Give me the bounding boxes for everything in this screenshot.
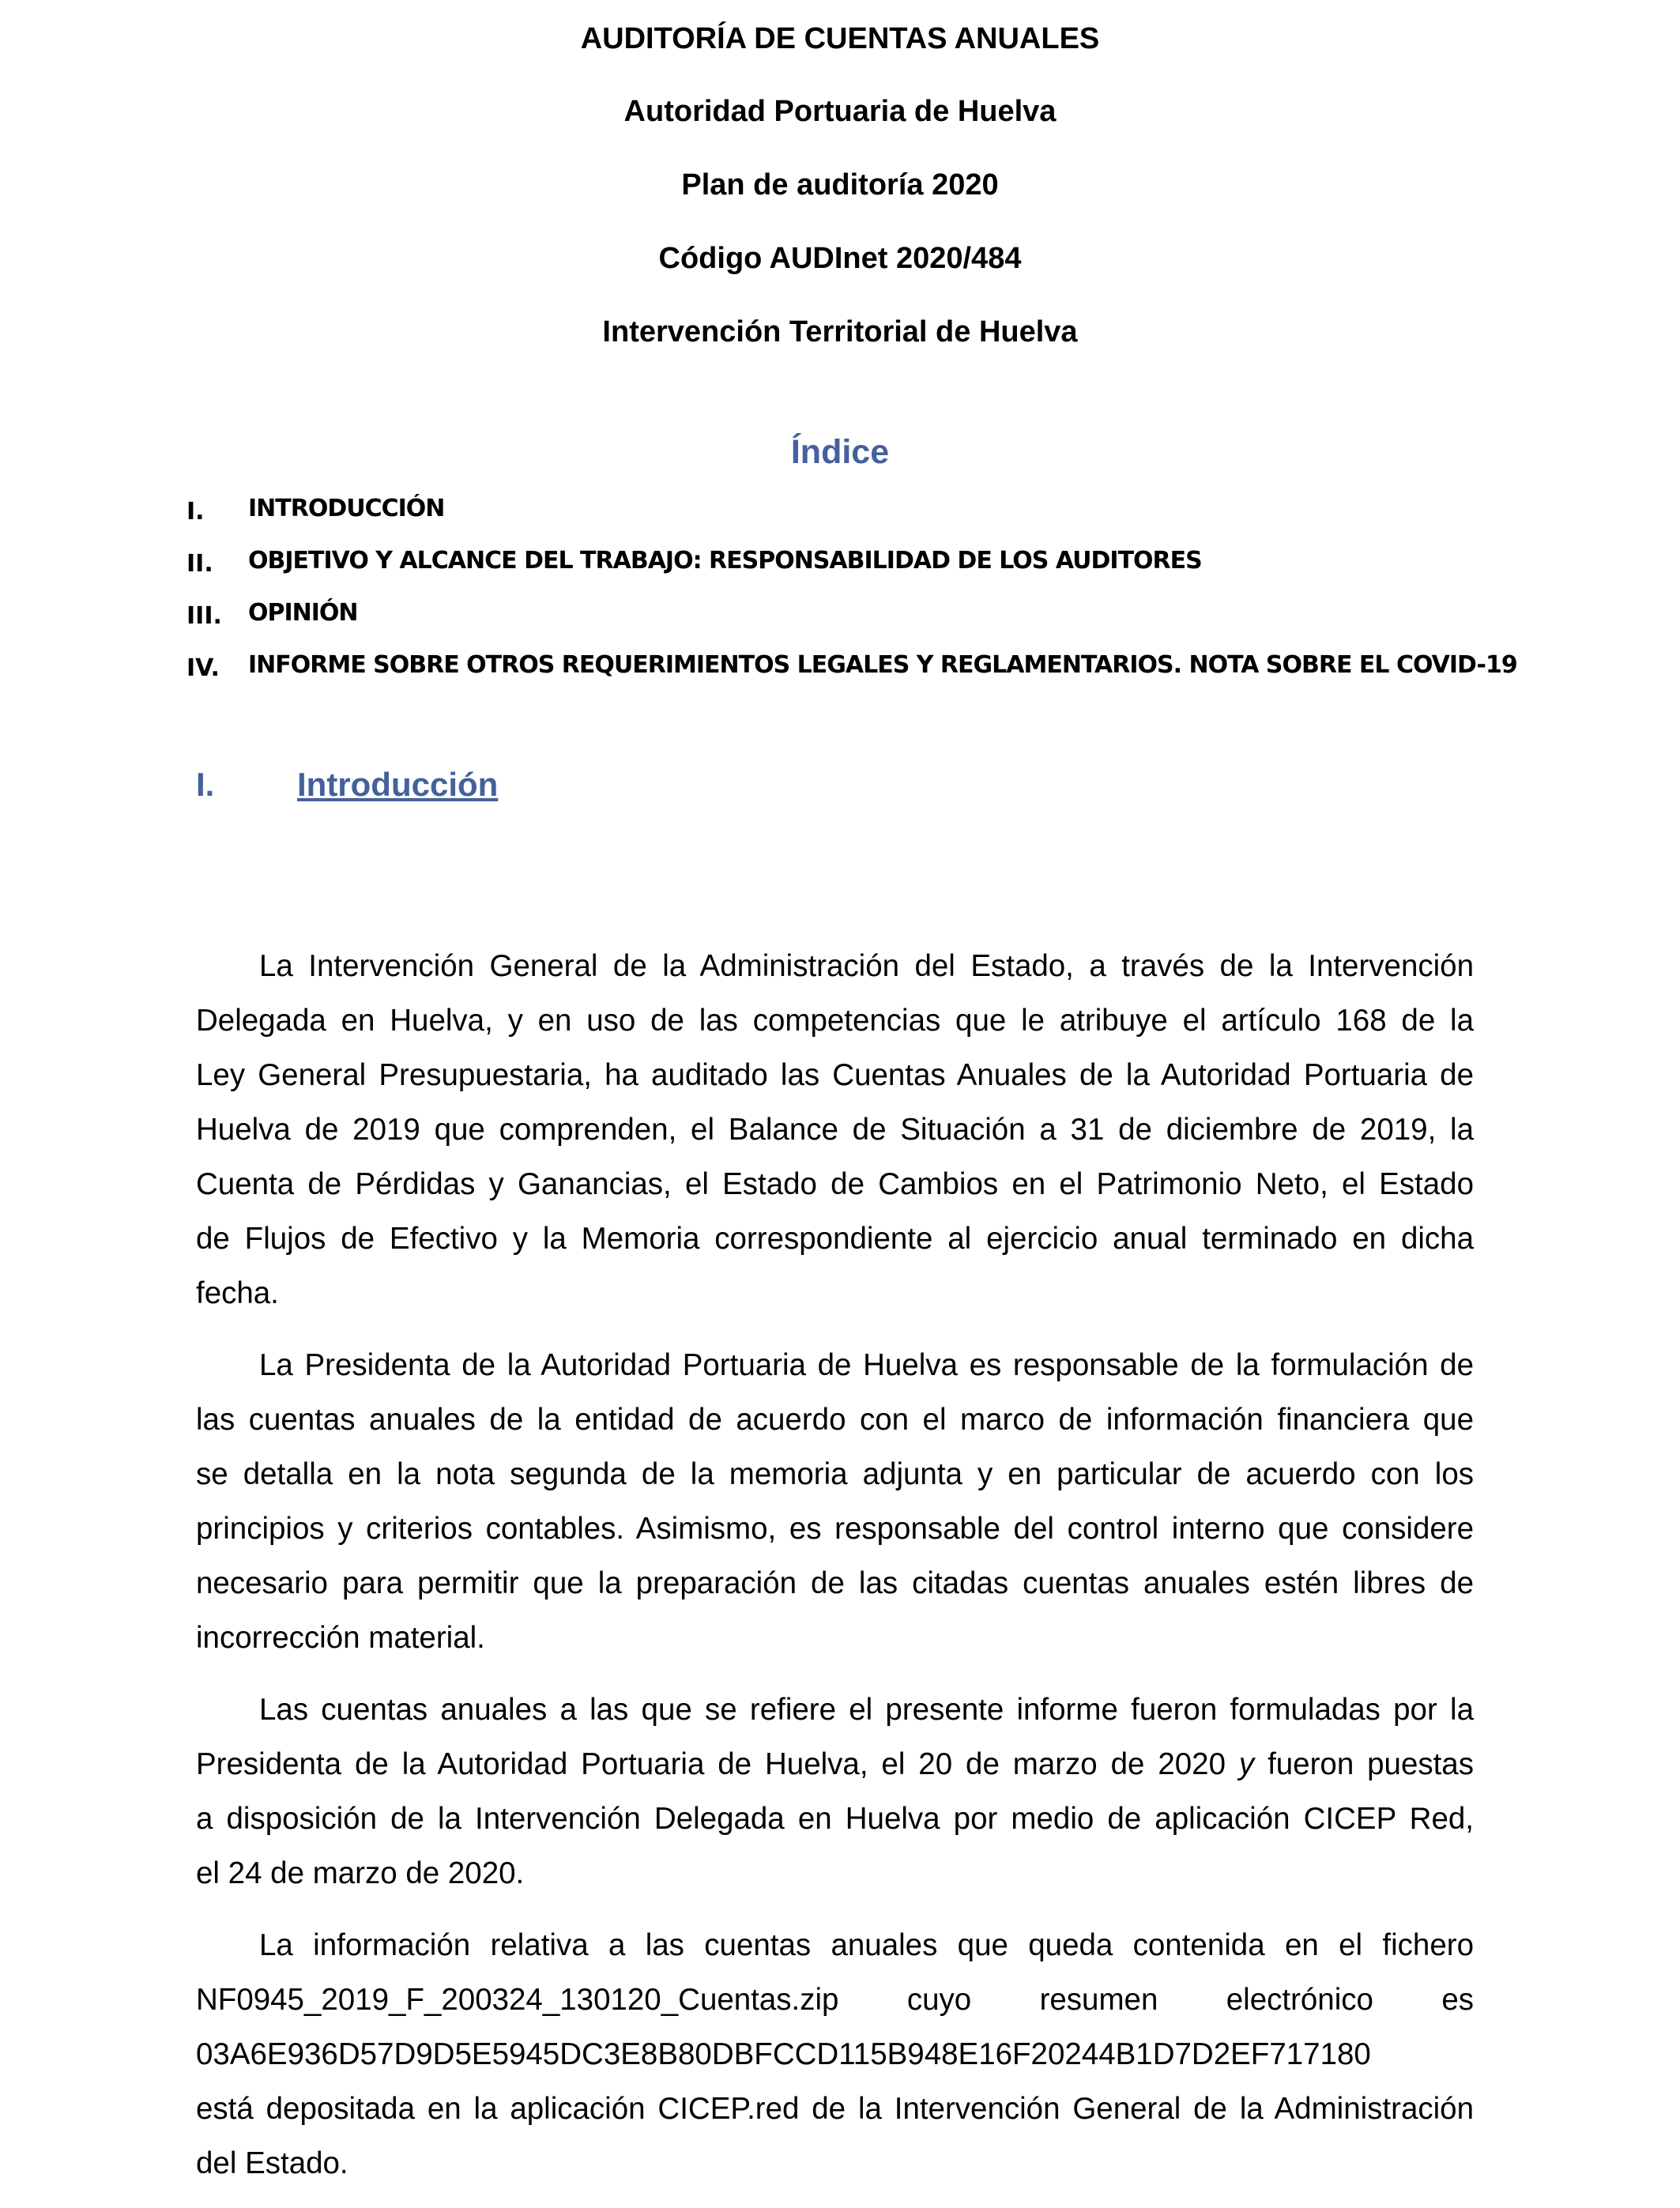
text-line: Delegada en Huelva, y en uso de las competencias que le atribuye el artículo 168 de la (196, 1004, 1474, 1038)
text-line: a disposición de la Intervención Delegada en Huelva por medio de aplicación CICEP Red, (196, 1802, 1474, 1836)
italic-conjunction: y (1238, 1747, 1255, 1781)
audit-plan: Plan de auditoría 2020 (681, 168, 999, 202)
toc-number: I. (186, 498, 205, 526)
toc-item-introduccion[interactable] (186, 490, 1482, 542)
text-line: las cuentas anuales de la entidad de acuerdo con el marco de información financiera que (196, 1403, 1474, 1437)
paragraph-4 (196, 1918, 1474, 2191)
document-body (196, 939, 1474, 2208)
toc-label: INTRODUCCIÓN (248, 495, 445, 522)
section-number: I. (196, 766, 215, 803)
text-line (196, 1737, 1474, 1792)
text-line: de Flujos de Efectivo y la Memoria correspondiente al ejercicio anual terminado en dicha (196, 1222, 1474, 1256)
audinet-code: Código AUDInet 2020/484 (658, 242, 1022, 275)
text-line: principios y criterios contables. Asimismo, es responsable del control interno que considere (196, 1512, 1474, 1546)
text-word: cuyo (906, 1983, 972, 2017)
toc-item-objetivo[interactable] (186, 542, 1482, 594)
text-word: es (1441, 1983, 1474, 2017)
text-line: Las cuentas anuales a las que se refiere el presente informe fueron formuladas por la (259, 1693, 1474, 1727)
toc-number: III. (186, 602, 222, 630)
text-line: del Estado. (196, 2146, 348, 2180)
text-line: La Intervención General de la Administración del Estado, a través de la Intervención (259, 949, 1474, 983)
entity-name: Autoridad Portuaria de Huelva (623, 95, 1057, 128)
paragraph-1 (196, 939, 1474, 1321)
report-title: AUDITORÍA DE CUENTAS ANUALES (580, 22, 1100, 55)
text-line: Ley General Presupuestaria, ha auditado las Cuentas Anuales de la Autoridad Portuaria de (196, 1058, 1474, 1092)
text-line: La Presidenta de la Autoridad Portuaria de Huelva es responsable de la formulación de (259, 1348, 1474, 1382)
paragraph-3 (196, 1682, 1474, 1901)
toc-number: II. (186, 550, 213, 578)
text-fragment: Presidenta de la Autoridad Portuaria de Huelva, el 20 de marzo de 2020 (196, 1747, 1226, 1781)
text-line: Cuenta de Pérdidas y Ganancias, el Estado de Cambios en el Patrimonio Neto, el Estado (196, 1167, 1474, 1201)
text-line (196, 1973, 1474, 2027)
toc-item-informe[interactable] (186, 646, 1517, 699)
text-line: incorrección material. (196, 1621, 485, 1655)
text-word: resumen (1039, 1983, 1158, 2017)
toc-label: OPINIÓN (248, 599, 358, 627)
text-line: necesario para permitir que la preparación de las citadas cuentas anuales estén libres de (196, 1566, 1474, 1600)
text-line: Huelva de 2019 que comprenden, el Balance de Situación a 31 de diciembre de 2019, la (196, 1113, 1474, 1147)
toc-label: INFORME SOBRE OTROS REQUERIMIENTOS LEGALES Y REGLAMENTARIOS. NOTA SOBRE EL COVID-19 (248, 651, 1517, 679)
text-line: fecha. (196, 1276, 279, 1310)
text-line: el 24 de marzo de 2020. (196, 1856, 525, 1890)
text-word: electrónico (1226, 1983, 1373, 2017)
table-of-contents (186, 490, 1517, 699)
toc-item-opinion[interactable] (186, 594, 1482, 646)
text-line: está depositada en la aplicación CICEP.red de la Intervención General de la Administración (196, 2092, 1474, 2126)
paragraph-2 (196, 1338, 1474, 1665)
toc-label: OBJETIVO Y ALCANCE DEL TRABAJO: RESPONSABILIDAD DE LOS AUDITORES (248, 547, 1202, 575)
file-name: NF0945_2019_F_200324_130120_Cuentas.zip (196, 1983, 839, 2017)
text-fragment: fueron puestas (1268, 1747, 1474, 1781)
text-line: se detalla en la nota segunda de la memoria adjunta y en particular de acuerdo con los (196, 1457, 1474, 1491)
hash-value: 03A6E936D57D9D5E5945DC3E8B80DBFCCD115B948E16F20244B1D7D2EF717180 (196, 2037, 1371, 2071)
section-title: Introducción (297, 766, 499, 803)
toc-number: IV. (186, 654, 220, 682)
intervention-office: Intervención Territorial de Huelva (602, 315, 1078, 349)
index-title: Índice (790, 433, 890, 471)
text-line: La información relativa a las cuentas anuales que queda contenida en el fichero (259, 1928, 1474, 1962)
